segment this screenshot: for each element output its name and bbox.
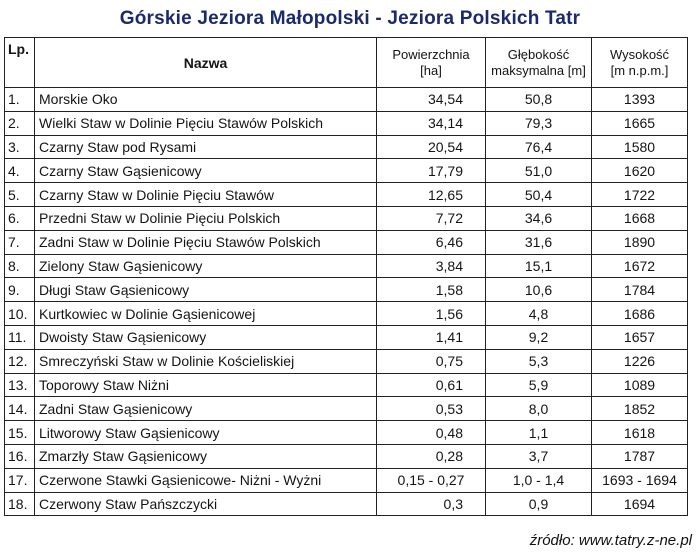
cell-lp: 9. (5, 278, 35, 302)
cell-area: 7,72 (377, 206, 486, 230)
cell-altitude: 1668 (592, 206, 688, 230)
cell-depth: 5,3 (486, 349, 592, 373)
cell-altitude: 1686 (592, 302, 688, 326)
cell-lp: 14. (5, 397, 35, 421)
table-row (5, 88, 688, 112)
table-row (5, 278, 688, 302)
lakes-table-body (5, 88, 688, 516)
cell-altitude: 1693 - 1694 (592, 468, 688, 492)
table-row (5, 254, 688, 278)
lakes-table (4, 37, 688, 516)
table-row (5, 492, 688, 516)
cell-depth: 76,4 (486, 135, 592, 159)
cell-name: Czerwony Staw Pańszczycki (35, 492, 377, 516)
table-row (5, 421, 688, 445)
cell-altitude: 1618 (592, 421, 688, 445)
cell-depth: 79,3 (486, 111, 592, 135)
header-area-line2: [ha] (420, 62, 442, 78)
header-name: Nazwa (35, 38, 377, 88)
cell-name: Zmarzły Staw Gąsienicowy (35, 444, 377, 468)
cell-name: Przedni Staw w Dolinie Pięciu Polskich (35, 206, 377, 230)
cell-lp: 17. (5, 468, 35, 492)
page-title: Górskie Jeziora Małopolski - Jeziora Polskich Tatr (119, 8, 581, 29)
table-row (5, 111, 688, 135)
cell-lp: 3. (5, 135, 35, 159)
cell-area: 1,41 (377, 325, 486, 349)
header-altitude-line1: Wysokość (609, 46, 670, 62)
header-altitude-line2: [m n.p.m.] (610, 62, 669, 78)
table-row (5, 206, 688, 230)
cell-altitude: 1665 (592, 111, 688, 135)
cell-depth: 31,6 (486, 230, 592, 254)
cell-lp: 13. (5, 373, 35, 397)
cell-depth: 9,2 (486, 325, 592, 349)
cell-lp: 6. (5, 206, 35, 230)
cell-name: Dwoisty Staw Gąsienicowy (35, 325, 377, 349)
cell-area: 20,54 (377, 135, 486, 159)
cell-lp: 4. (5, 159, 35, 183)
cell-altitude: 1620 (592, 159, 688, 183)
cell-area: 1,56 (377, 302, 486, 326)
cell-altitude: 1890 (592, 230, 688, 254)
table-row (5, 135, 688, 159)
header-area-line1: Powierzchnia (392, 46, 470, 62)
cell-depth: 1,0 - 1,4 (486, 468, 592, 492)
cell-lp: 8. (5, 254, 35, 278)
cell-lp: 10. (5, 302, 35, 326)
cell-area: 12,65 (377, 183, 486, 207)
cell-depth: 50,8 (486, 88, 592, 112)
cell-depth: 3,7 (486, 444, 592, 468)
table-row (5, 302, 688, 326)
cell-altitude: 1784 (592, 278, 688, 302)
cell-depth: 5,9 (486, 373, 592, 397)
table-row (5, 468, 688, 492)
cell-depth: 10,6 (486, 278, 592, 302)
source-caption: źródło: www.tatry.z-ne.pl (529, 532, 692, 549)
cell-lp: 16. (5, 444, 35, 468)
cell-area: 0,15 - 0,27 (377, 468, 486, 492)
header-row (5, 38, 688, 88)
cell-name: Zielony Staw Gąsienicowy (35, 254, 377, 278)
cell-lp: 12. (5, 349, 35, 373)
cell-lp: 18. (5, 492, 35, 516)
cell-altitude: 1694 (592, 492, 688, 516)
cell-depth: 1,1 (486, 421, 592, 445)
cell-lp: 15. (5, 421, 35, 445)
header-depth-line1: Głębokość (507, 46, 570, 62)
cell-name: Wielki Staw w Dolinie Pięciu Stawów Polskich (35, 111, 377, 135)
cell-altitude: 1787 (592, 444, 688, 468)
cell-altitude: 1226 (592, 349, 688, 373)
cell-area: 0,53 (377, 397, 486, 421)
cell-area: 34,14 (377, 111, 486, 135)
cell-lp: 11. (5, 325, 35, 349)
cell-depth: 34,6 (486, 206, 592, 230)
cell-name: Toporowy Staw Niżni (35, 373, 377, 397)
cell-depth: 51,0 (486, 159, 592, 183)
header-area (377, 38, 486, 88)
cell-area: 0,48 (377, 421, 486, 445)
cell-lp: 5. (5, 183, 35, 207)
cell-area: 3,84 (377, 254, 486, 278)
cell-altitude: 1089 (592, 373, 688, 397)
cell-altitude: 1852 (592, 397, 688, 421)
table-row (5, 444, 688, 468)
cell-name: Czarny Staw pod Rysami (35, 135, 377, 159)
cell-lp: 2. (5, 111, 35, 135)
cell-name: Litworowy Staw Gąsienicowy (35, 421, 377, 445)
table-row (5, 373, 688, 397)
table-row (5, 159, 688, 183)
cell-lp: 1. (5, 88, 35, 112)
table-row (5, 183, 688, 207)
cell-altitude: 1722 (592, 183, 688, 207)
cell-name: Smreczyński Staw w Dolinie Kościeliskiej (35, 349, 377, 373)
cell-name: Czarny Staw Gąsienicowy (35, 159, 377, 183)
table-row (5, 325, 688, 349)
header-lp: Lp. (5, 38, 35, 88)
table-row (5, 349, 688, 373)
cell-name: Czarny Staw w Dolinie Pięciu Stawów (35, 183, 377, 207)
cell-depth: 4,8 (486, 302, 592, 326)
cell-name: Morskie Oko (35, 88, 377, 112)
cell-altitude: 1657 (592, 325, 688, 349)
cell-depth: 15,1 (486, 254, 592, 278)
cell-depth: 8,0 (486, 397, 592, 421)
cell-lp: 7. (5, 230, 35, 254)
header-altitude (592, 38, 688, 88)
table-row (5, 397, 688, 421)
cell-area: 6,46 (377, 230, 486, 254)
cell-depth: 50,4 (486, 183, 592, 207)
cell-altitude: 1393 (592, 88, 688, 112)
cell-area: 0,61 (377, 373, 486, 397)
cell-area: 17,79 (377, 159, 486, 183)
cell-altitude: 1672 (592, 254, 688, 278)
cell-area: 0,75 (377, 349, 486, 373)
cell-area: 1,58 (377, 278, 486, 302)
table-row (5, 230, 688, 254)
cell-depth: 0,9 (486, 492, 592, 516)
cell-area: 34,54 (377, 88, 486, 112)
cell-name: Czerwone Stawki Gąsienicowe- Niżni - Wyżni (35, 468, 377, 492)
cell-altitude: 1580 (592, 135, 688, 159)
cell-name: Kurtkowiec w Dolinie Gąsienicowej (35, 302, 377, 326)
header-depth-line2: maksymalna [m] (491, 62, 586, 78)
cell-area: 0,3 (377, 492, 486, 516)
cell-area: 0,28 (377, 444, 486, 468)
cell-name: Zadni Staw w Dolinie Pięciu Stawów Polskich (35, 230, 377, 254)
cell-name: Długi Staw Gąsienicowy (35, 278, 377, 302)
header-depth (486, 38, 592, 88)
cell-name: Zadni Staw Gąsienicowy (35, 397, 377, 421)
